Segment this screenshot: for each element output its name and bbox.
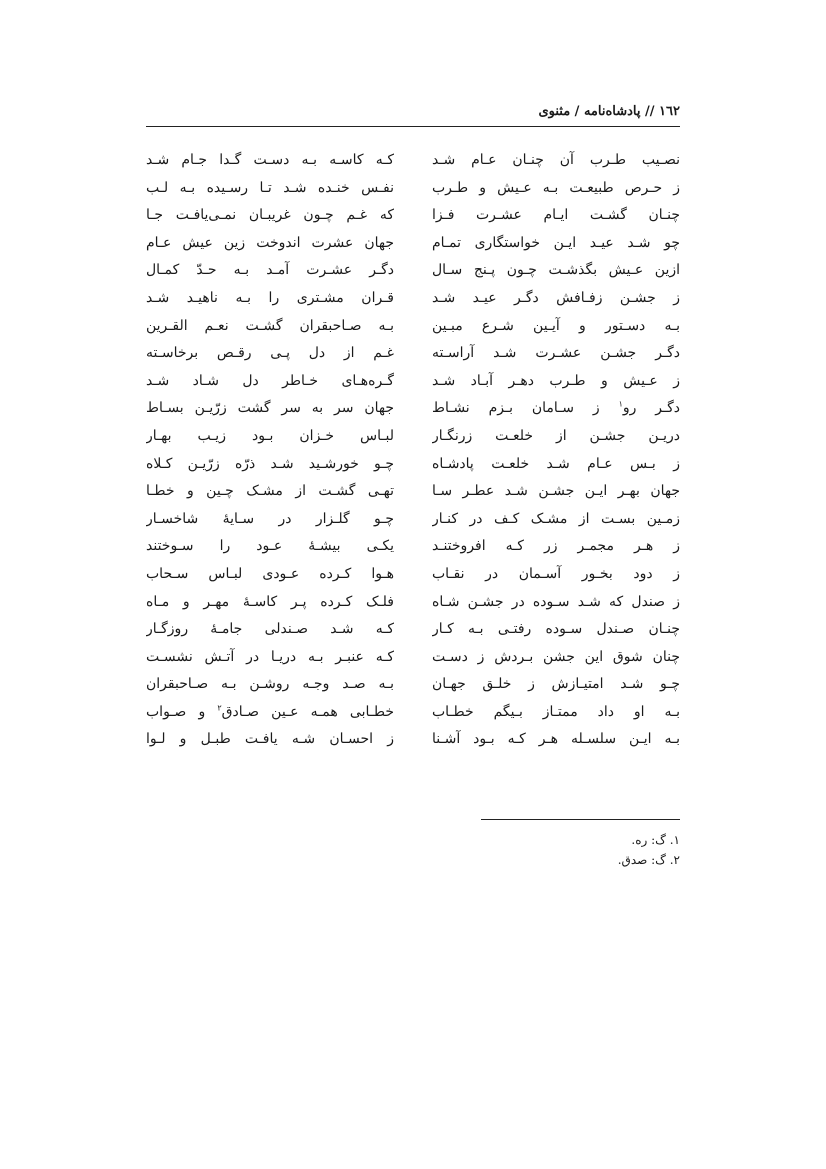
- hemistich-left: که غـم چـون غریبـان نمـی‌یافـت جـا: [146, 207, 394, 224]
- hemistich-right: ز بـس عـام شـد خلعـت پادشـاه: [432, 455, 680, 472]
- hemistich-left: چـو گلـزار در سـایهٔ شاخسـار: [146, 510, 394, 527]
- hemistich-text: دگـر رو: [622, 400, 680, 417]
- hemistich-right: چنـان صـندل سـوده رفتـی بـه کـار: [432, 621, 680, 638]
- hemistich-right: چنـان گشـت ایـام عشـرت فـزا: [432, 207, 680, 224]
- hemistich-left: دگـر عشـرت آمـد بـه حـدّ کمـال: [146, 262, 394, 279]
- hemistich-left: قـران مشـتری را بـه ناهیـد شـد: [146, 289, 394, 306]
- couplet: [146, 313, 680, 341]
- hemistich-right: ز حـرص طبیعـت بـه عـیش و طـرب: [432, 179, 680, 196]
- footnotes: [280, 830, 680, 870]
- hemistich-right: ز دود بخـور آسـمان در نقـاب: [432, 565, 680, 582]
- footnote-ref: ٢: [217, 703, 222, 713]
- hemistich-left: فلـک کـرده پـر کاسـهٔ مهـر و مـاه: [146, 593, 394, 610]
- couplet: [146, 395, 680, 423]
- hemistich-left: تهـی گشـت از مشـک چـین و خطـا: [146, 483, 394, 500]
- hemistich-left: کـه عنبـر بـه دریـا در آتـش نشسـت: [146, 648, 394, 665]
- couplet: [146, 699, 680, 727]
- header-title: ١٦٢ // پادشاه‌نامه / مثنوی: [538, 104, 680, 119]
- hemistich-right: بـه او داد ممتـاز بـیگم خطـاب: [432, 703, 680, 720]
- hemistich-text: خطـابی همـه عـین صـادق: [221, 703, 394, 720]
- hemistich-right: دریـن جشـن از خلعـت زرنگـار: [432, 427, 680, 444]
- couplet: [146, 506, 680, 534]
- couplet: [146, 257, 680, 285]
- hemistich-left: جهان عشرت اندوخت زین عیش عـام: [146, 234, 394, 251]
- poem-body: [146, 147, 680, 754]
- running-header: [146, 100, 680, 127]
- hemistich-left: هـوا کـرده عـودی لبـاس سـحاب: [146, 565, 394, 582]
- couplet: [146, 423, 680, 451]
- couplet: [146, 671, 680, 699]
- hemistich-left: یکـی بیشـهٔ عـود را سـوختند: [146, 538, 394, 555]
- hemistich-left: جهان سر به سر گشت زرّیـن بسـاط: [146, 400, 394, 417]
- hemistich-left: غـم از دل پـی رقـص برخاسـته: [146, 345, 394, 362]
- couplet: [146, 589, 680, 617]
- hemistich-left: نفـس خنـده شـد تـا رسـیده بـه لـب: [146, 179, 394, 196]
- hemistich-left: ز احسـان شـه یافـت طبـل و لـوا: [146, 731, 394, 748]
- couplet: [146, 285, 680, 313]
- hemistich-right: ز عـیش و طـرب دهـر آبـاد شـد: [432, 372, 680, 389]
- couplet: [146, 478, 680, 506]
- footnote-ref: ١: [618, 399, 623, 409]
- couplet: [146, 533, 680, 561]
- hemistich-left: کـه شـد صـندلی جامـهٔ روزگـار: [146, 621, 394, 638]
- couplet: [146, 451, 680, 479]
- couplet: [146, 616, 680, 644]
- hemistich-right: بـه ایـن سلسـله هـر کـه بـود آشـنا: [432, 731, 680, 748]
- couplet: [146, 644, 680, 672]
- footnote-divider: [481, 819, 680, 820]
- hemistich-text: و صـواب: [146, 703, 218, 720]
- hemistich-right: ز هـر مجمـر زر کـه افروختنـد: [432, 538, 680, 555]
- couplet: [146, 202, 680, 230]
- hemistich-right: ازین عـیش بگذشـت چـون پـنج سـال: [432, 262, 680, 279]
- hemistich-right: چـو شـد امتیـازش ز خلـق جهـان: [432, 676, 680, 693]
- hemistich-right: [432, 395, 680, 423]
- hemistich-left: گـره‌هـای خـاطر دل شـاد شـد: [146, 372, 394, 389]
- hemistich-right: بـه دسـتور و آیـین شـرع مبـین: [432, 317, 680, 334]
- footnote: ٢. گ: صدق.: [617, 853, 680, 867]
- hemistich-left: چـو خورشـید شـد ذرّه زرّیـن کـلاه: [146, 455, 394, 472]
- couplet: [146, 368, 680, 396]
- hemistich-right: زمـین بسـت از مشـک کـف در کنـار: [432, 510, 680, 527]
- hemistich-text: ز سـامان بـزم نشـاط: [432, 400, 619, 417]
- footnote: ١. گ: ره.: [631, 833, 680, 847]
- hemistich-left: کـه کاسـه بـه دسـت گـدا جـام شـد: [146, 152, 394, 168]
- hemistich-left: بـه صـاحبقران گشـت نعـم القـرین: [146, 317, 394, 334]
- hemistich-right: ز صندل که شـد سـوده در جشـن شـاه: [432, 593, 680, 610]
- couplet: [146, 147, 680, 175]
- hemistich-right: چو شـد عیـد ایـن خواستگاری تمـام: [432, 234, 680, 251]
- couplet: [146, 175, 680, 203]
- hemistich-right: چنان شوق این جشن بـردش ز دسـت: [432, 648, 680, 665]
- hemistich-right: دگـر جشـن عشـرت شـد آراسـته: [432, 345, 680, 362]
- hemistich-right: نصـیب طـرب آن چنـان عـام شـد: [432, 152, 680, 168]
- hemistich-left: بـه صـد وجـه روشـن بـه صـاحبقران: [146, 676, 394, 693]
- hemistich-left: [146, 699, 394, 727]
- couplet: [146, 561, 680, 589]
- hemistich-right: جهان بهـر ایـن جشـن شـد عطـر سـا: [432, 483, 680, 500]
- couplet: [146, 230, 680, 258]
- hemistich-right: ز جشـن زفـافش دگـر عیـد شـد: [432, 289, 680, 306]
- couplet: [146, 726, 680, 754]
- couplet: [146, 340, 680, 368]
- hemistich-left: لبـاس خـزان بـود زیـب بهـار: [146, 427, 394, 444]
